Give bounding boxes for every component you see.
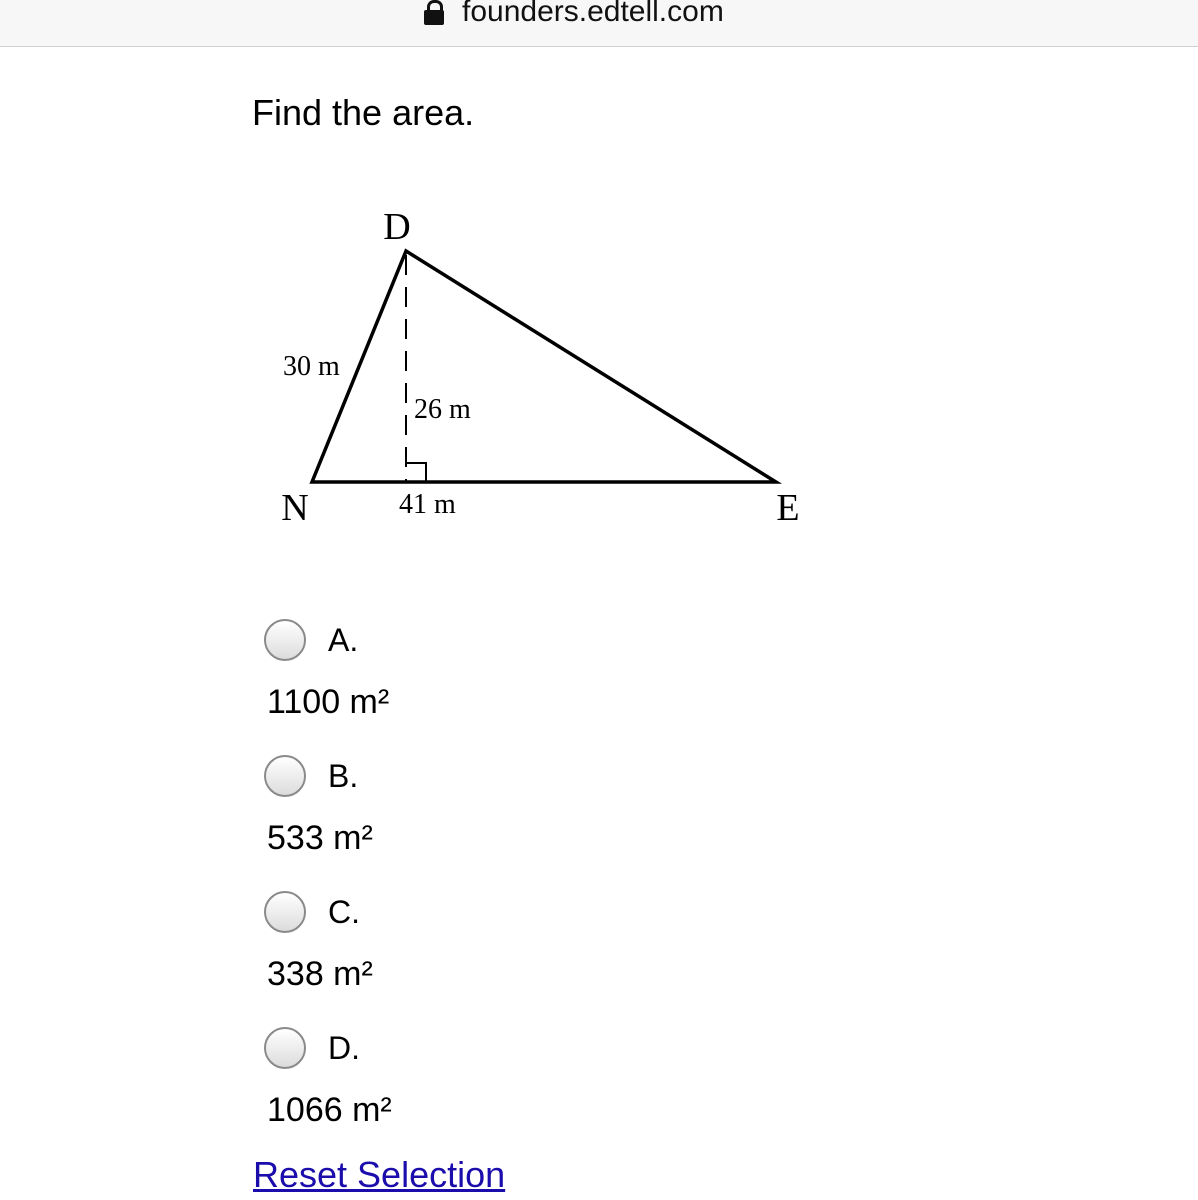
radio-button-a[interactable] (264, 619, 306, 661)
choice-a-value: 1100 m² (267, 683, 390, 721)
choice-c[interactable] (264, 888, 360, 936)
vertex-label-n: N (281, 487, 309, 529)
lock-icon (424, 0, 444, 26)
url-text: founders.edtell.com (462, 0, 724, 28)
question-prompt: Find the area. (252, 92, 475, 133)
choice-b[interactable] (264, 752, 358, 800)
triangle-figure (260, 195, 820, 535)
url-display[interactable] (424, 0, 724, 32)
choice-c-letter: C. (328, 893, 360, 930)
choice-b-letter: B. (328, 757, 359, 794)
choice-d-letter: D. (328, 1029, 360, 1066)
side-label-dn: 30 m (283, 351, 340, 382)
choice-d-value: 1066 m² (267, 1091, 392, 1129)
radio-button-d[interactable] (264, 1027, 306, 1069)
choice-d[interactable] (264, 1024, 360, 1072)
vertex-label-e: E (776, 487, 800, 529)
right-angle-marker (406, 463, 426, 482)
choice-c-value: 338 m² (267, 955, 373, 993)
choice-b-value: 533 m² (267, 819, 373, 857)
radio-button-b[interactable] (264, 755, 306, 797)
height-label: 26 m (414, 394, 471, 425)
choice-a[interactable] (264, 616, 358, 664)
radio-button-c[interactable] (264, 891, 306, 933)
reset-selection-link[interactable]: Reset Selection (253, 1154, 506, 1195)
base-label: 41 m (399, 489, 456, 520)
triangle-dne (312, 251, 776, 482)
vertex-label-d: D (383, 206, 411, 248)
browser-address-bar[interactable] (0, 0, 1198, 47)
choice-a-letter: A. (328, 621, 359, 658)
